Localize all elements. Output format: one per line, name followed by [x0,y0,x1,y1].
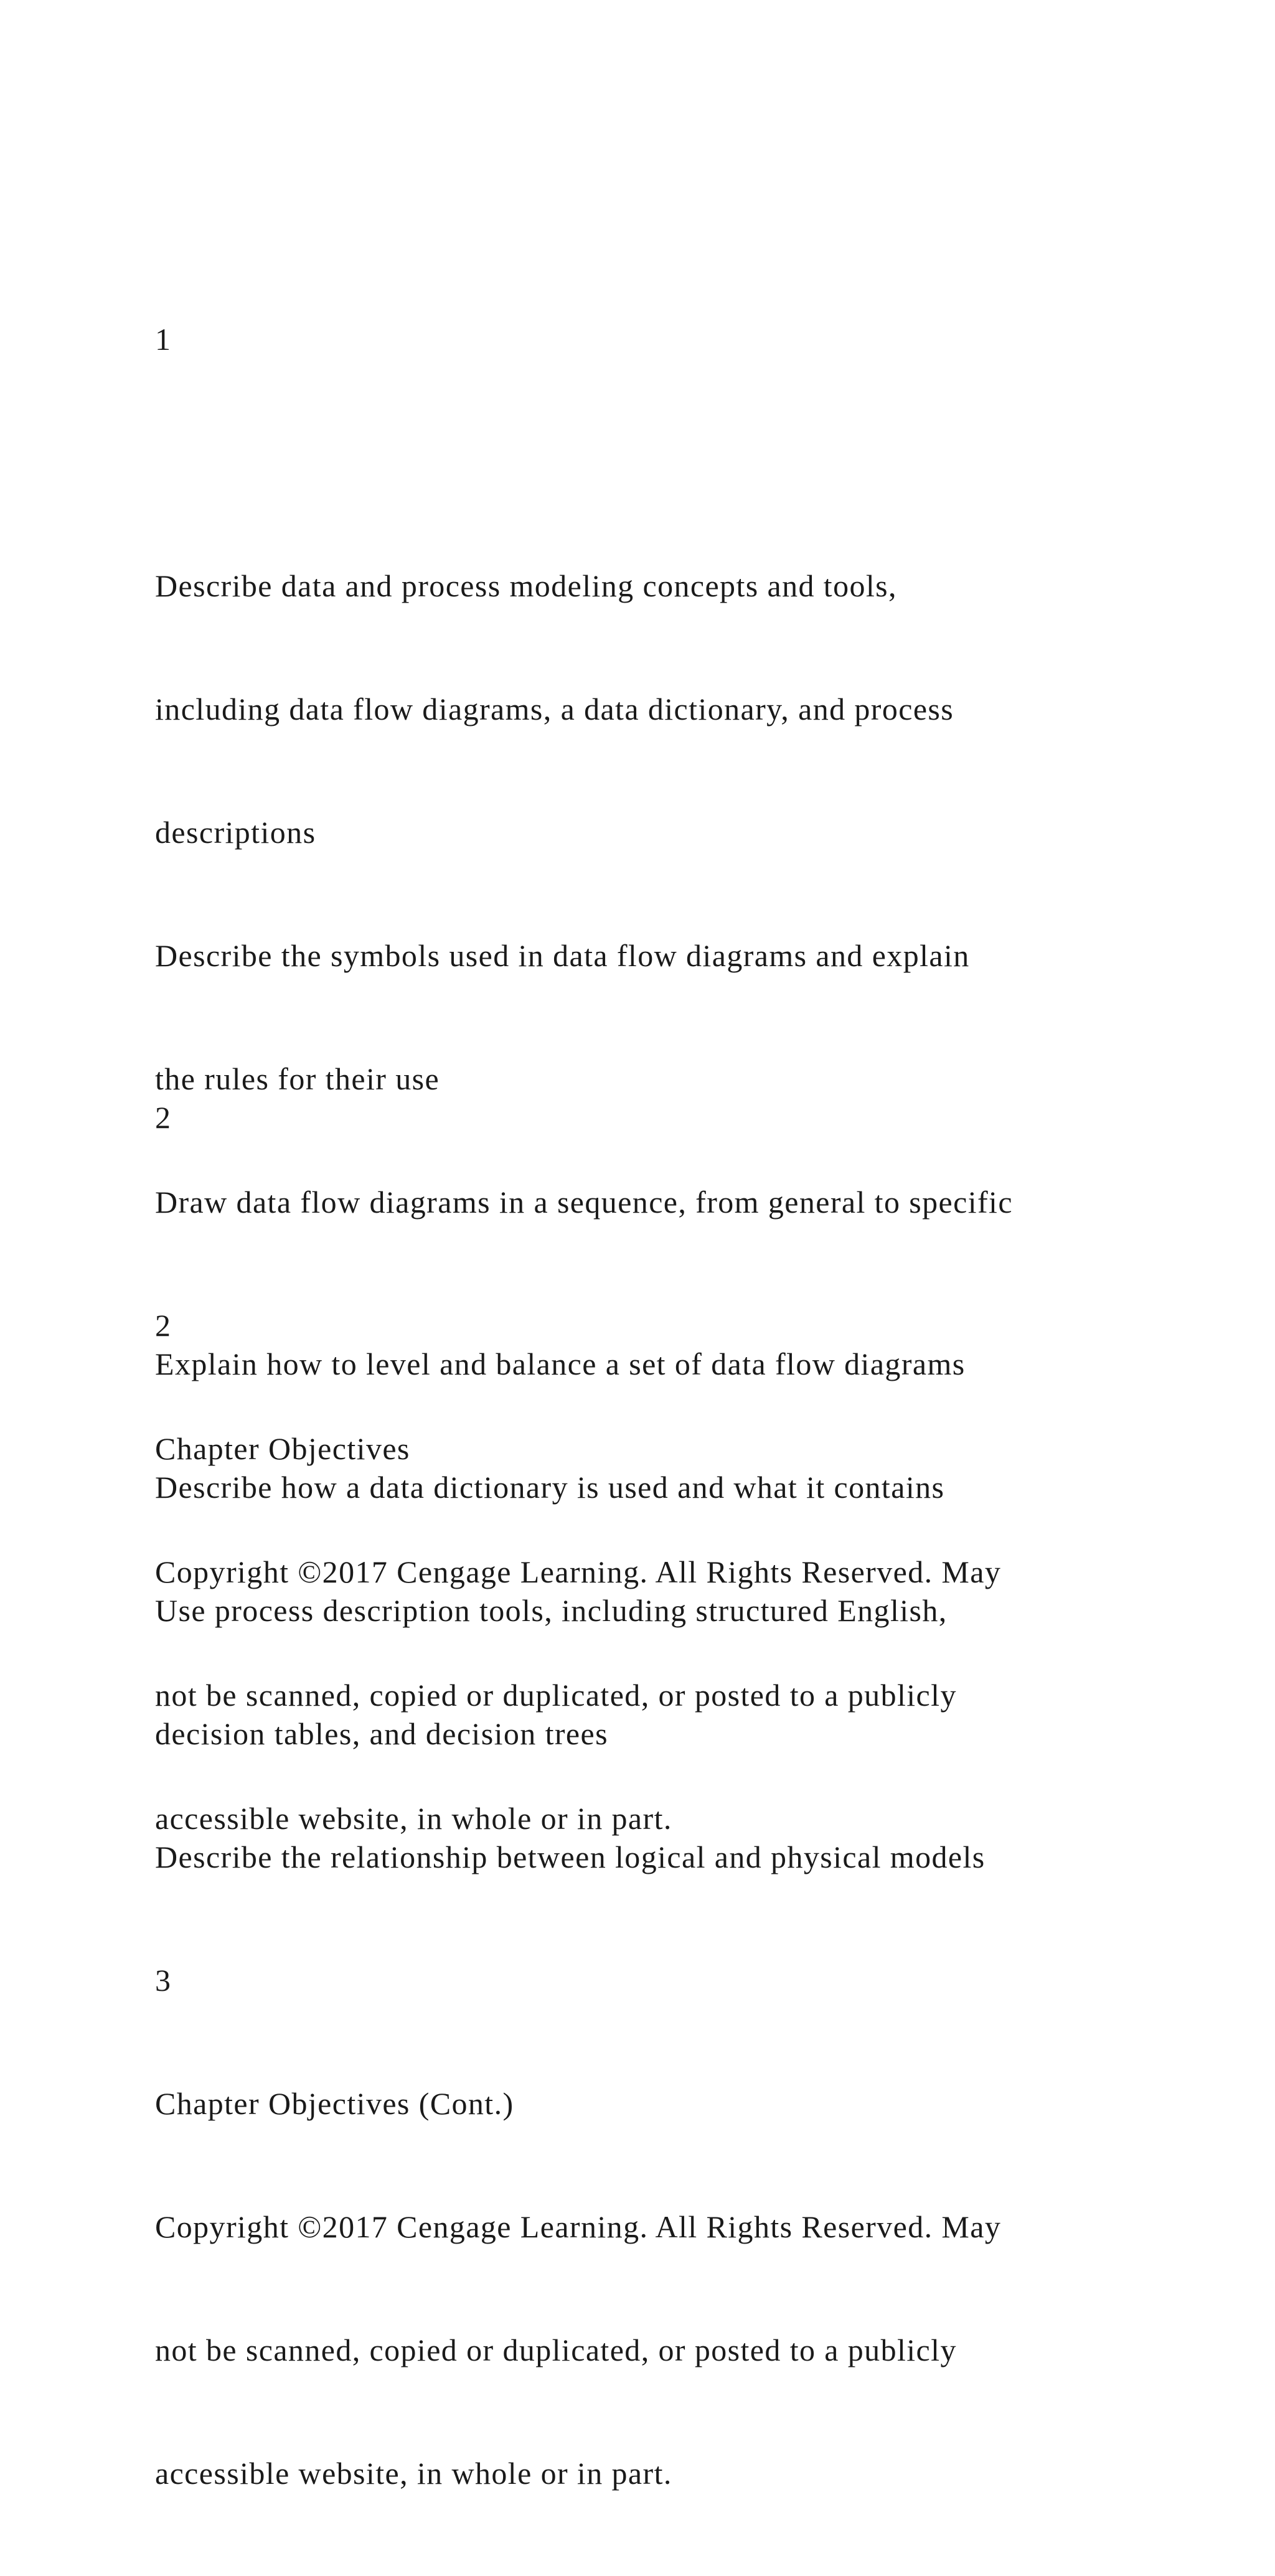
objective-line: Explain how to level and balance a set of data flow diagrams [155,1347,966,1381]
slide-number: 2 [155,1308,172,1343]
slide-title: Chapter Objectives (Cont.) [155,2086,514,2121]
objective-line: the rules for their use [155,1061,440,1096]
objective-line: Describe the relationship between logical and physical models [155,1840,986,1874]
objective-line: descriptions [155,815,316,850]
spacer [155,442,1213,483]
slide-title: Chapter Objectives [155,1431,410,1466]
objective-line: Use process description tools, including structured English, [155,1593,948,1628]
copyright-line: Copyright ©2017 Cengage Learning. All Rights Reserved. May [155,1554,1002,1589]
objective-line: decision tables, and decision trees [155,1716,608,1751]
slide-section-2 [155,1015,1213,2576]
copyright-line: accessible website, in whole or in part. [155,1801,672,1836]
objective-line: including data flow diagrams, a data dictionary, and process [155,692,954,726]
copyright-line: Copyright ©2017 Cengage Learning. All Rights Reserved. May [155,2209,1002,2244]
spacer [155,1220,1213,1261]
slide-number: 3 [155,1963,172,1998]
page-number: 2 [155,1100,172,1135]
objective-line: Describe data and process modeling concepts and tools, [155,568,897,603]
objective-line: Describe how a data dictionary is used and what it contains [155,1470,945,1505]
objective-line: Draw data flow diagrams in a sequence, from general to specific [155,1185,1013,1220]
objective-line: Describe the symbols used in data flow diagrams and explain [155,938,970,973]
copyright-line: accessible website, in whole or in part. [155,2456,672,2491]
page-number: 1 [155,322,172,357]
copyright-line: not be scanned, copied or duplicated, or posted to a publicly [155,1678,957,1713]
copyright-line: not be scanned, copied or duplicated, or posted to a publicly [155,2333,957,2367]
